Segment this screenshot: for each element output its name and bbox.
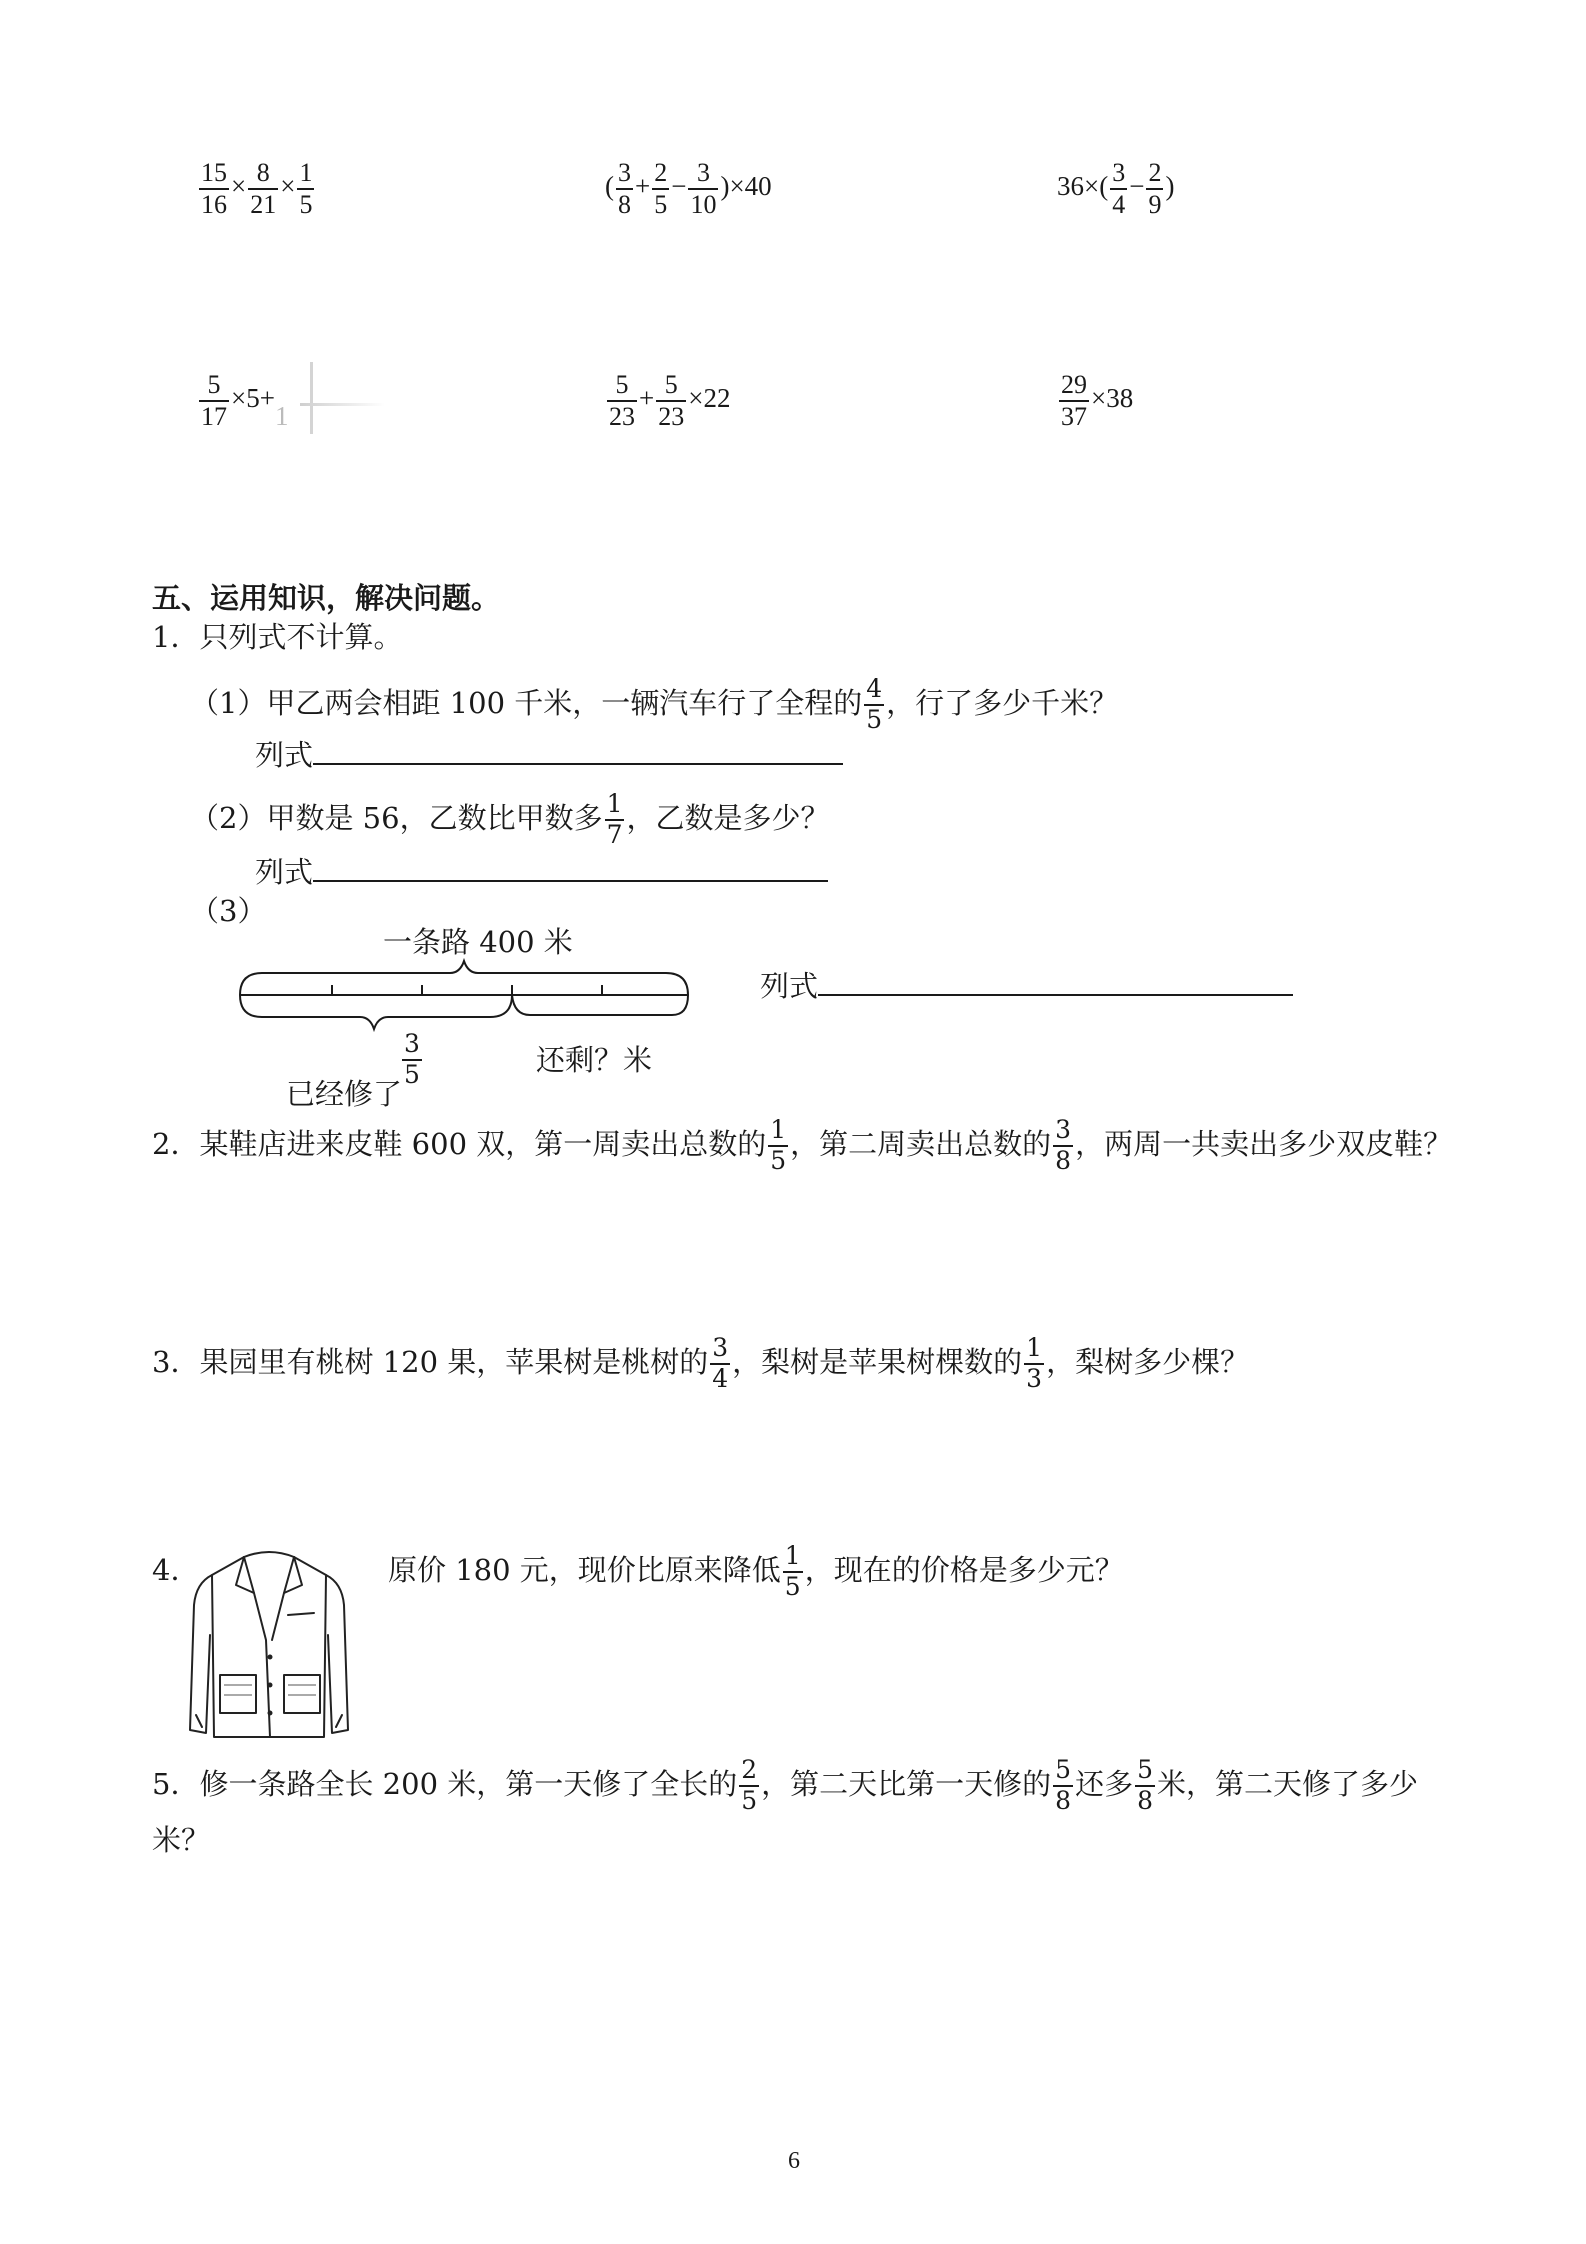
- road-diagram: [232, 955, 702, 1035]
- question-4: 原价 180 元，现价比原来降低 $\frac{1}{5}$ ，现在的价格是多少元？: [388, 1541, 1124, 1601]
- question-5-line2: 米？: [152, 1823, 211, 1857]
- q1-title: 1．只列式不计算。: [152, 620, 403, 654]
- calc-expression-4: $\frac{5}{17}$ ×5+1: [201, 370, 289, 432]
- q1-part2: （2）甲数是 56，乙数比甲数多 $\frac{1}{7}$ ，乙数是多少？: [190, 789, 830, 849]
- diagram-fraction: $\frac{3}{5}$: [404, 1029, 420, 1089]
- answer-line-1[interactable]: [313, 733, 843, 765]
- page-number: 6: [788, 2148, 800, 2174]
- q1-part3-answer: 列式: [760, 964, 1293, 1006]
- calc-expression-2: ( $\frac{3}{8}$ + $\frac{2}{5}$ − $\frac{3}{10}$ )×40: [605, 158, 772, 219]
- section-title: 五、运用知识，解决问题。: [152, 581, 501, 615]
- diagram-road-label: 一条路 400 米: [383, 925, 573, 959]
- calc-expression-1: $\frac{15}{16}$ × $\frac{8}{21}$ × $\frac{1}{5}$: [201, 158, 313, 219]
- question-3: 3．果园里有桃树 120 果，苹果树是桃树的 $\frac{3}{4}$ ，梨树是苹果树棵数的 $\frac{1}{3}$ ，梨树多少棵？: [152, 1333, 1250, 1393]
- question-5: 5．修一条路全长 200 米，第一天修了全长的 $\frac{2}{5}$ ，第二天比第一天修的 $\frac{5}{8}$ 还多 $\frac{5}{8}$ 米，第二天修了多少: [152, 1755, 1419, 1815]
- q1-part3-number: （3）: [190, 894, 267, 928]
- jacket-icon: [184, 1545, 354, 1745]
- calc-expression-6: $\frac{29}{37}$ ×38: [1061, 370, 1134, 431]
- q1-part1: （1）甲乙两会相距 100 千米，一辆汽车行了全程的 $\frac{4}{5}$ ，行了多少千米？: [190, 674, 1119, 734]
- scan-smudge-horizontal: [300, 403, 385, 406]
- scan-smudge-vertical: [310, 362, 313, 434]
- diagram-done-label: 已经修了: [286, 1077, 403, 1111]
- calc-expression-3: 36×( $\frac{3}{4}$ − $\frac{2}{9}$ ): [1057, 158, 1175, 219]
- smudged-fragment: 1: [274, 401, 289, 432]
- answer-line-2[interactable]: [313, 850, 828, 882]
- q1-part2-answer: 列式: [255, 850, 828, 892]
- question-4-number: 4．: [152, 1553, 200, 1587]
- q1-part1-answer: 列式: [255, 733, 843, 775]
- diagram-remain-label: 还剩？米: [536, 1043, 653, 1077]
- answer-line-3[interactable]: [818, 964, 1293, 996]
- calc-expression-5: $\frac{5}{23}$ + $\frac{5}{23}$ ×22: [609, 370, 731, 431]
- question-2: 2．某鞋店进来皮鞋 600 双，第一周卖出总数的 $\frac{1}{5}$ ，第二周卖出总数的 $\frac{3}{8}$ ，两周一共卖出多少双皮鞋？: [152, 1115, 1453, 1175]
